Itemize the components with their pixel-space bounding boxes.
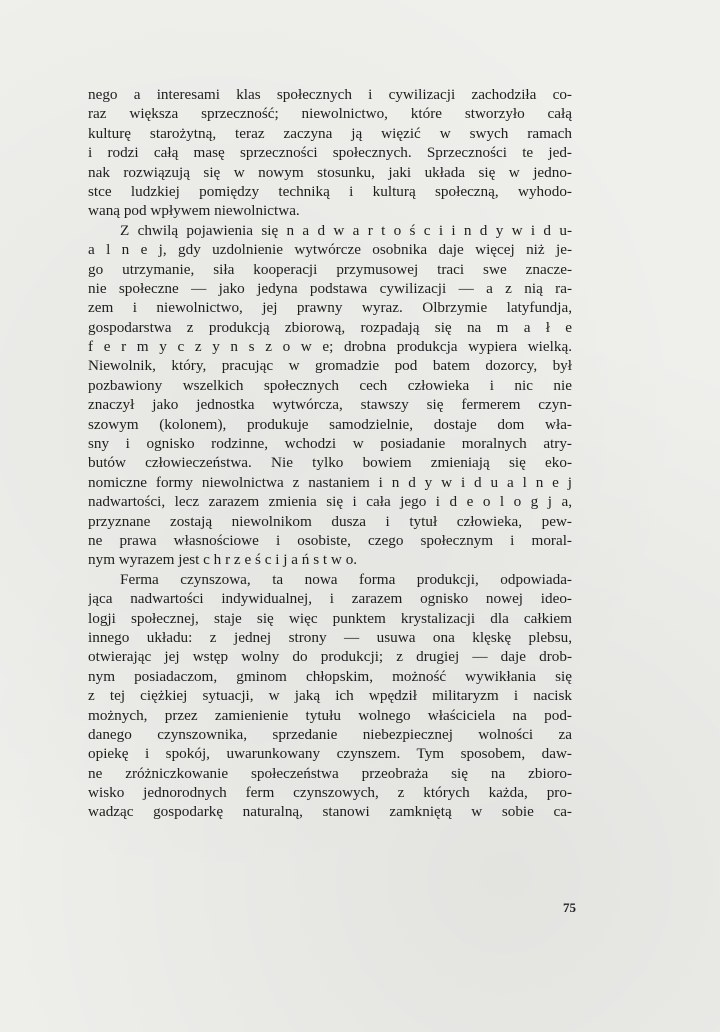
text-line: kulturę starożytną, teraz zaczyna ją więzić w swych ramach bbox=[88, 124, 572, 142]
text-line: ne prawa własnościowe i osobiste, czego społecznym i moral- bbox=[88, 531, 572, 549]
text-line: a l n e j, gdy uzdolnienie wytwórcze osobnika daje więcej niż je- bbox=[88, 241, 572, 259]
text-line: logji społecznej, staje się więc punktem krystalizacji dla całkiem bbox=[88, 609, 572, 627]
text-line: otwierając jej wstęp wolny do produkcji; z drugiej — daje drob- bbox=[88, 648, 572, 666]
text-line: szowym (kolonem), produkuje samodzielnie, dostaje dom wła- bbox=[88, 415, 572, 433]
text-line: zem i niewolnictwo, jej prawny wyraz. Olbrzymie latyfundja, bbox=[88, 299, 572, 317]
text-line: go utrzymanie, siła kooperacji przymusowej traci swe znacze- bbox=[88, 260, 572, 278]
text-line: gospodarstwa z produkcją zbiorową, rozpadają się na m a ł e bbox=[88, 318, 572, 336]
text-line: wisko jednorodnych ferm czynszowych, z których każda, pro- bbox=[88, 784, 572, 802]
paragraph-start-line: Ferma czynszowa, ta nowa forma produkcji, odpowiada- bbox=[120, 570, 572, 588]
text-line: możnych, przez zamienienie tytułu wolnego właściciela na pod- bbox=[88, 706, 572, 724]
text-line: butów człowieczeństwa. Nie tylko bowiem zmieniają się eko- bbox=[88, 454, 572, 472]
text-line: sny i ognisko rodzinne, wchodzi w posiadanie moralnych atry- bbox=[88, 435, 572, 453]
text-line: nie społeczne — jako jedyna podstawa cywilizacji — a z nią ra- bbox=[88, 279, 572, 297]
text-line: Niewolnik, który, pracując w gromadzie pod batem dozorcy, był bbox=[88, 357, 572, 375]
text-line: opiekę i spokój, uwarunkowany czynszem. Tym sposobem, daw- bbox=[88, 745, 572, 763]
text-line: nak rozwiązują się w nowym stosunku, jaki układa się w jedno- bbox=[88, 163, 572, 181]
paragraph-start-line: Z chwilą pojawienia się n a d w a r t o ś c i i n d y w i d u- bbox=[120, 221, 572, 239]
text-line: f e r m y c z y n s z o w e; drobna produkcja wypiera wielką. bbox=[88, 338, 572, 356]
page-number: 75 bbox=[563, 900, 576, 915]
text-line: nym wyrazem jest c h r z e ś c i j a ń s t w o. bbox=[88, 551, 358, 569]
text-line: raz większa sprzeczność; niewolnictwo, które stworzyło całą bbox=[88, 105, 572, 123]
text-line: nomiczne formy niewolnictwa z nastaniem i n d y w i d u a l n e j bbox=[88, 473, 572, 491]
text-line: innego układu: z jednej strony — usuwa ona klęskę plebsu, bbox=[88, 628, 572, 646]
text-line: przyznane zostają niewolnikom dusza i tytuł człowieka, pew- bbox=[88, 512, 572, 530]
text-line: stce ludzkiej pomiędzy techniką i kulturą społeczną, wyhodo- bbox=[88, 182, 572, 200]
text-line: znaczył jako jednostka wytwórcza, stawszy się fermerem czyn- bbox=[88, 396, 572, 414]
text-line: i rodzi całą masę sprzeczności społecznych. Sprzeczności te jed- bbox=[88, 144, 572, 162]
text-line: waną pod wpływem niewolnictwa. bbox=[88, 202, 300, 220]
text-line: danego czynszownika, sprzedanie niebezpiecznej wolności za bbox=[88, 725, 572, 743]
text-line: wadząc gospodarkę naturalną, stanowi zamkniętą w sobie ca- bbox=[88, 803, 572, 821]
text-line: z tej ciężkiej sytuacji, w jaką ich wpędził militaryzm i nacisk bbox=[88, 687, 572, 705]
text-line: nadwartości, lecz zarazem zmienia się i cała jego i d e o l o g j a, bbox=[88, 493, 572, 511]
text-line: pozbawiony wszelkich społecznych cech człowieka i nic nie bbox=[88, 376, 572, 394]
text-line: nego a interesami klas społecznych i cywilizacji zachodziła co- bbox=[88, 86, 572, 103]
text-line: nym posiadaczom, gminom chłopskim, możność wywikłania się bbox=[88, 667, 572, 685]
text-line: jąca nadwartości indywidualnej, i zarazem ognisko nowej ideo- bbox=[88, 590, 572, 608]
text-line: ne zróżniczkowanie społeczeństwa przeobraża się na zbioro- bbox=[88, 764, 572, 782]
body-text bbox=[88, 85, 572, 822]
